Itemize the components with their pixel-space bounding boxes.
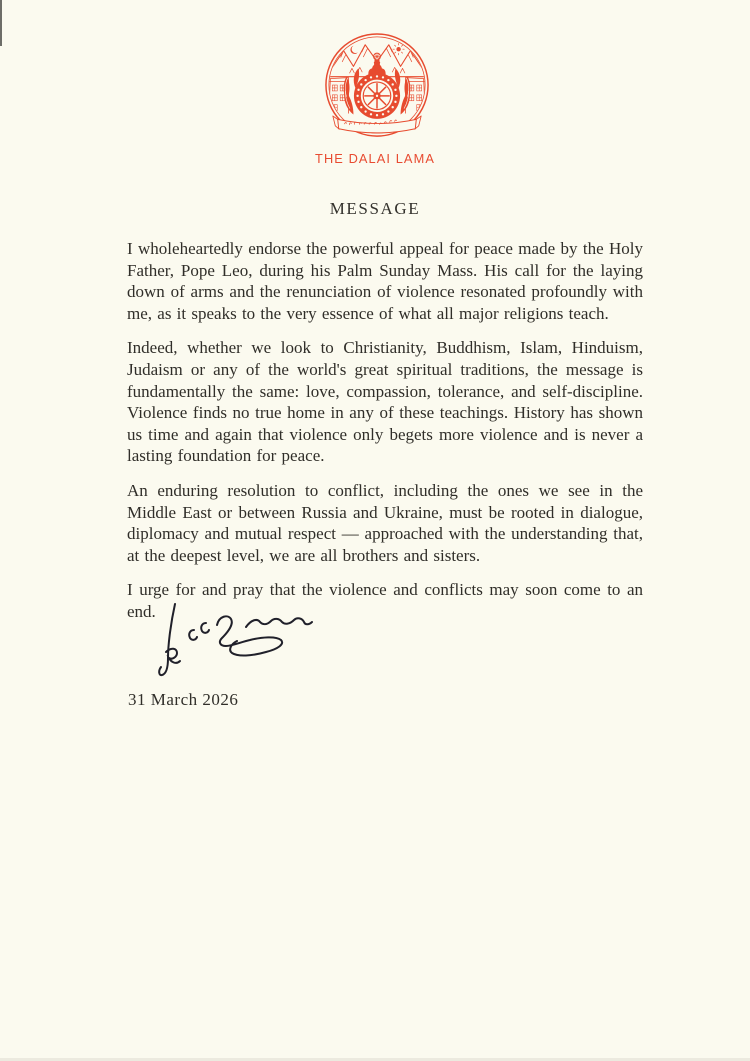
paragraph-3: An enduring resolution to conflict, including the ones we see in the Middle East or between Russia and Ukraine, must be rooted in dialogue, diplomacy and mutual respect — approached with the understanding that, at the deepest level, we are all brothers and sisters. (127, 480, 643, 565)
paragraph-4: I urge for and pray that the violence and conflicts may soon come to an end. (127, 580, 643, 621)
letter-body (127, 238, 643, 636)
signature-icon (138, 592, 316, 678)
dalai-lama-seal-icon (323, 31, 431, 142)
paragraph-2: Indeed, whether we look to Christianity, Buddhism, Islam, Hinduism, Judaism or any of the world's great spiritual traditions, the message is fundamentally the same: love, compassion, tolerance, and self-discipline. Violence finds no true home in any of these teachings. History has shown us time and again that violence only begets more violence and is never a lasting foundation for peace. (127, 338, 643, 466)
scan-edge-artifact (0, 0, 2, 46)
letterhead-title: THE DALAI LAMA (315, 151, 435, 166)
paragraph-1: I wholeheartedly endorse the powerful appeal for peace made by the Holy Father, Pope Leo, during his Palm Sunday Mass. His call for the laying down of arms and the renunciation of violence resonated profoundly with me, as it speaks to the very essence of what all major religions teach. (127, 239, 643, 323)
message-heading: MESSAGE (329, 199, 421, 218)
date: 31 March 2026 (128, 690, 239, 709)
